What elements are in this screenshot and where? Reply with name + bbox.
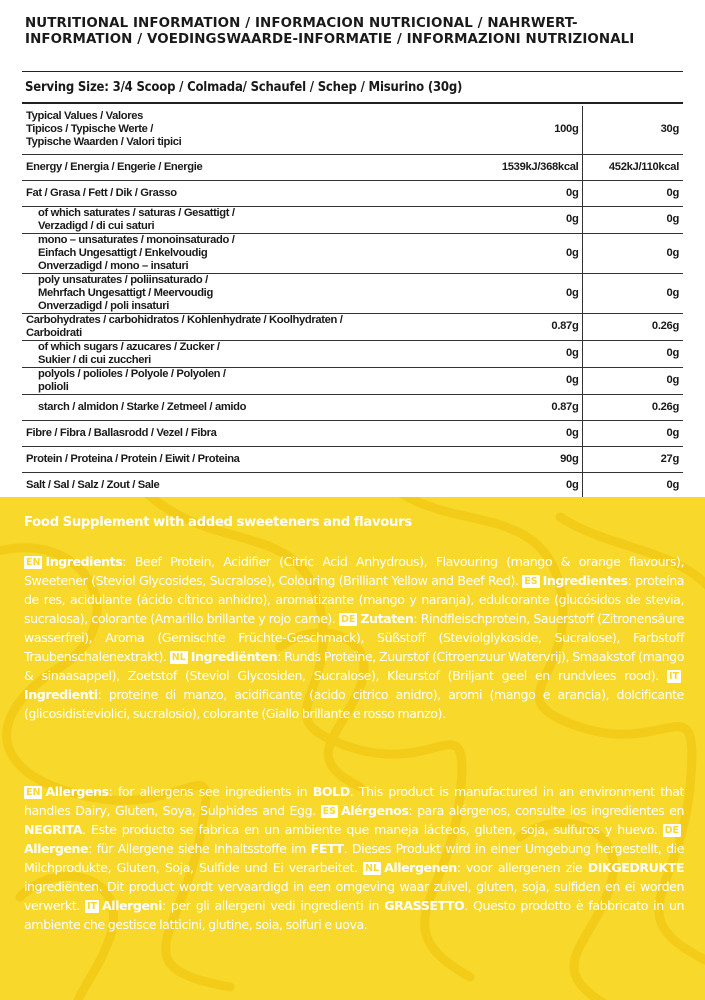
ingredients-text-de: : Rindfleischprotein, Sauerstoff (Zitronensäure wasserfrei), Aroma (Gemischte Früchte-Geschmack), Süßstoff (Steviolglykoside, Sucralose), Farbstoff Traubenschalenextrakt). [24,611,685,664]
value-per-100g: 90g [502,446,582,472]
table-row [22,367,683,394]
nutrition-table [22,106,683,499]
nutrient-label: Energy / Energia / Engerie / Energie [22,154,502,180]
value-per-serving: 452kJ/110kcal [582,154,683,180]
nutrient-label: Fat / Grasa / Fett / Dik / Grasso [22,180,502,206]
allergens-bold-es: NEGRITA [24,822,83,837]
ingredients-label-de: Zutaten [360,611,414,626]
allergens-label-de: Allergene [24,841,89,856]
column-header-100g: 100g [502,106,582,154]
ingredients-label-en: Ingredients [45,554,123,569]
table-row [22,313,683,340]
value-per-100g: 1539kJ/368kcal [502,154,582,180]
table-row [22,233,683,273]
allergens-text-it: : per gli allergeni vedi ingredienti in [161,898,385,913]
allergens-bold-it: GRASSETTO [384,898,465,913]
nutrition-title: NUTRITIONAL INFORMATION / INFORMACION NUTRICIONAL / NAHRWERT-INFORMATION / VOEDINGSWAARDE-INFORMATIE / INFORMAZIONI NUTRIZIONALI [25,16,635,47]
lang-badge-nl: NL [171,652,186,663]
ingredients-text-en: : Beef Protein, Acidifier (Citric Acid Anhydrous), Flavouring (mango & orange flavours), Sweetener (Steviol Glycosides, Sucralose), Colouring (Brilliant Yellow and Beef Red). [24,554,684,588]
value-per-100g: 0.87g [502,313,582,340]
value-per-100g: 0g [502,367,582,394]
table-row [22,394,683,420]
column-header-serving: 30g [582,106,683,154]
value-per-serving: 0g [582,180,683,206]
nutrient-label: mono – unsaturates / monoinsaturado / Einfach Ungesattigt / Enkelvoudig Onverzadigd / mono – insaturi [22,233,502,273]
value-per-serving: 0g [582,472,683,498]
allergens-text-nl: : voor allergenen zie [456,860,588,875]
allergens-text-nl-2: ingrediënten. Dit product wordt vervaardigd in een omgeving waar zuivel, gluten, soja, sulfiden en ei worden verwerkt. [24,879,684,913]
value-per-100g: 0g [502,273,582,313]
allergens-label-es: Alérgenos [340,803,409,818]
table-row [22,154,683,180]
value-per-serving: 0g [582,206,683,233]
value-per-100g: 0g [502,206,582,233]
ingredients-paragraph [24,552,684,723]
nutrient-label: Carbohydrates / carbohidratos / Kohlenhydrate / Koolhydraten / Carboidrati [22,313,502,340]
value-per-serving: 0g [582,273,683,313]
lang-badge-de: DE [340,614,356,625]
allergens-text-en-2: . This product is manufactured in an environment that handles Dairy, Gluten, Soya, Sulphides and Egg. [24,784,684,818]
table-header-row [22,106,683,154]
allergens-label-it: Allergeni [102,898,162,913]
table-row [22,472,683,498]
allergens-text-es: : para alérgenos, consulte los ingredientes en [408,803,684,818]
nutrient-label: Fibre / Fibra / Ballasrodd / Vezel / Fibra [22,420,502,446]
value-per-serving: 0g [582,420,683,446]
nutrient-label: poly unsaturates / poliinsaturado / Mehrfach Ungesattigt / Meervoudig Onverzadigd / poli insaturi [22,273,502,313]
value-per-100g: 0g [502,233,582,273]
allergens-label-en: Allergens [45,784,109,799]
allergens-text-de: : für Allergene siehe Inhaltsstoffe im [88,841,311,856]
allergens-label-nl: Allergenen [384,860,457,875]
supplement-panel [0,497,705,1000]
allergens-paragraph [24,782,684,934]
lang-badge-en: EN [26,557,41,568]
table-header-label: Typical Values / Valores Tipicos / Typische Werte / Typische Waarden / Valori tipici [22,106,502,154]
allergens-text-de-2: . Dieses Produkt wird in einer Umgebung hergestellt, die Milchprodukte, Gluten, Soja, Sulfide und Ei verarbeitet. [24,841,684,875]
divider [22,102,683,104]
value-per-serving: 0g [582,367,683,394]
serving-size: Serving Size: 3/4 Scoop / Colmada/ Schaufel / Schep / Misurino (30g) [25,80,463,95]
ingredients-label-nl: Ingrediënten [190,649,278,664]
table-row [22,420,683,446]
divider [22,71,683,72]
ingredients-label-es: Ingredientes [542,573,628,588]
nutrient-label: Protein / Proteina / Protein / Eiwit / Proteina [22,446,502,472]
value-per-serving: 0.26g [582,394,683,420]
nutrient-label: starch / almidon / Starke / Zetmeel / amido [22,394,502,420]
nutrient-label: polyols / polioles / Polyole / Polyolen / polioli [22,367,502,394]
allergens-text-it-2: . Questo prodotto è fabbricato in un ambiente che gestisce latticini, glutine, soia, solfuri e uova. [24,898,685,932]
ingredients-text-nl: : Runds Proteïne, Zuurstof (Citroenzuur Watervrij), Smaakstof (mango & sinaasappel), Zoetstof (Steviol Glycosiden, Sucralose), Kleurstof (Briljant geel en rundvlees rood). [24,649,684,683]
table-row [22,273,683,313]
allergens-bold-en: BOLD [312,784,350,799]
ingredients-text-it: : proteine di manzo, acidificante (acido citrico anidro), aromi (mango e arancia), dolcificante (glicosidisteviolici, sucralosio), colorante (Giallo brillante e rosso manzo). [24,687,684,721]
value-per-serving: 0g [582,233,683,273]
value-per-100g: 0g [502,420,582,446]
lang-badge-es: ES [322,806,336,817]
value-per-serving: 0.26g [582,313,683,340]
nutrient-label: of which saturates / saturas / Gesattigt / Verzadigd / di cui saturi [22,206,502,233]
value-per-100g: 0g [502,472,582,498]
value-per-100g: 0g [502,340,582,367]
lang-badge-es: ES [524,576,538,587]
lang-badge-nl: NL [365,863,380,874]
nutrition-panel [0,0,705,497]
ingredients-label-it: Ingredienti [24,687,98,702]
allergens-text-es-2: . Este producto se fabrica en un ambiente que maneja lácteos, gluten, soja, sulfuros y huevo. [82,822,663,837]
allergens-bold-de: FETT [310,841,344,856]
table-row [22,206,683,233]
value-per-serving: 0g [582,340,683,367]
table-row [22,446,683,472]
table-row [22,180,683,206]
table-row [22,340,683,367]
lang-badge-it: IT [668,671,679,682]
lang-badge-it: IT [87,901,98,912]
allergens-bold-nl: DIKGEDRUKTE [587,860,684,875]
ingredients-text-es: : proteína de res, acidulante (ácido cítrico anhidro), aromatizante (mango y naranja), edulcorante (glucósidos de stevia, sucralosa), colorante (Amarillo brillante y rojo carne). [24,573,684,626]
nutrient-label: Salt / Sal / Salz / Zout / Sale [22,472,502,498]
nutrient-label: of which sugars / azucares / Zucker / Sukier / di cui zuccheri [22,340,502,367]
value-per-100g: 0g [502,180,582,206]
value-per-100g: 0.87g [502,394,582,420]
supplement-headline: Food Supplement with added sweeteners and flavours [24,515,412,530]
value-per-serving: 27g [582,446,683,472]
lang-badge-en: EN [26,787,41,798]
allergens-text-en: : for allergens see ingredients in [108,784,313,799]
lang-badge-de: DE [664,825,679,836]
